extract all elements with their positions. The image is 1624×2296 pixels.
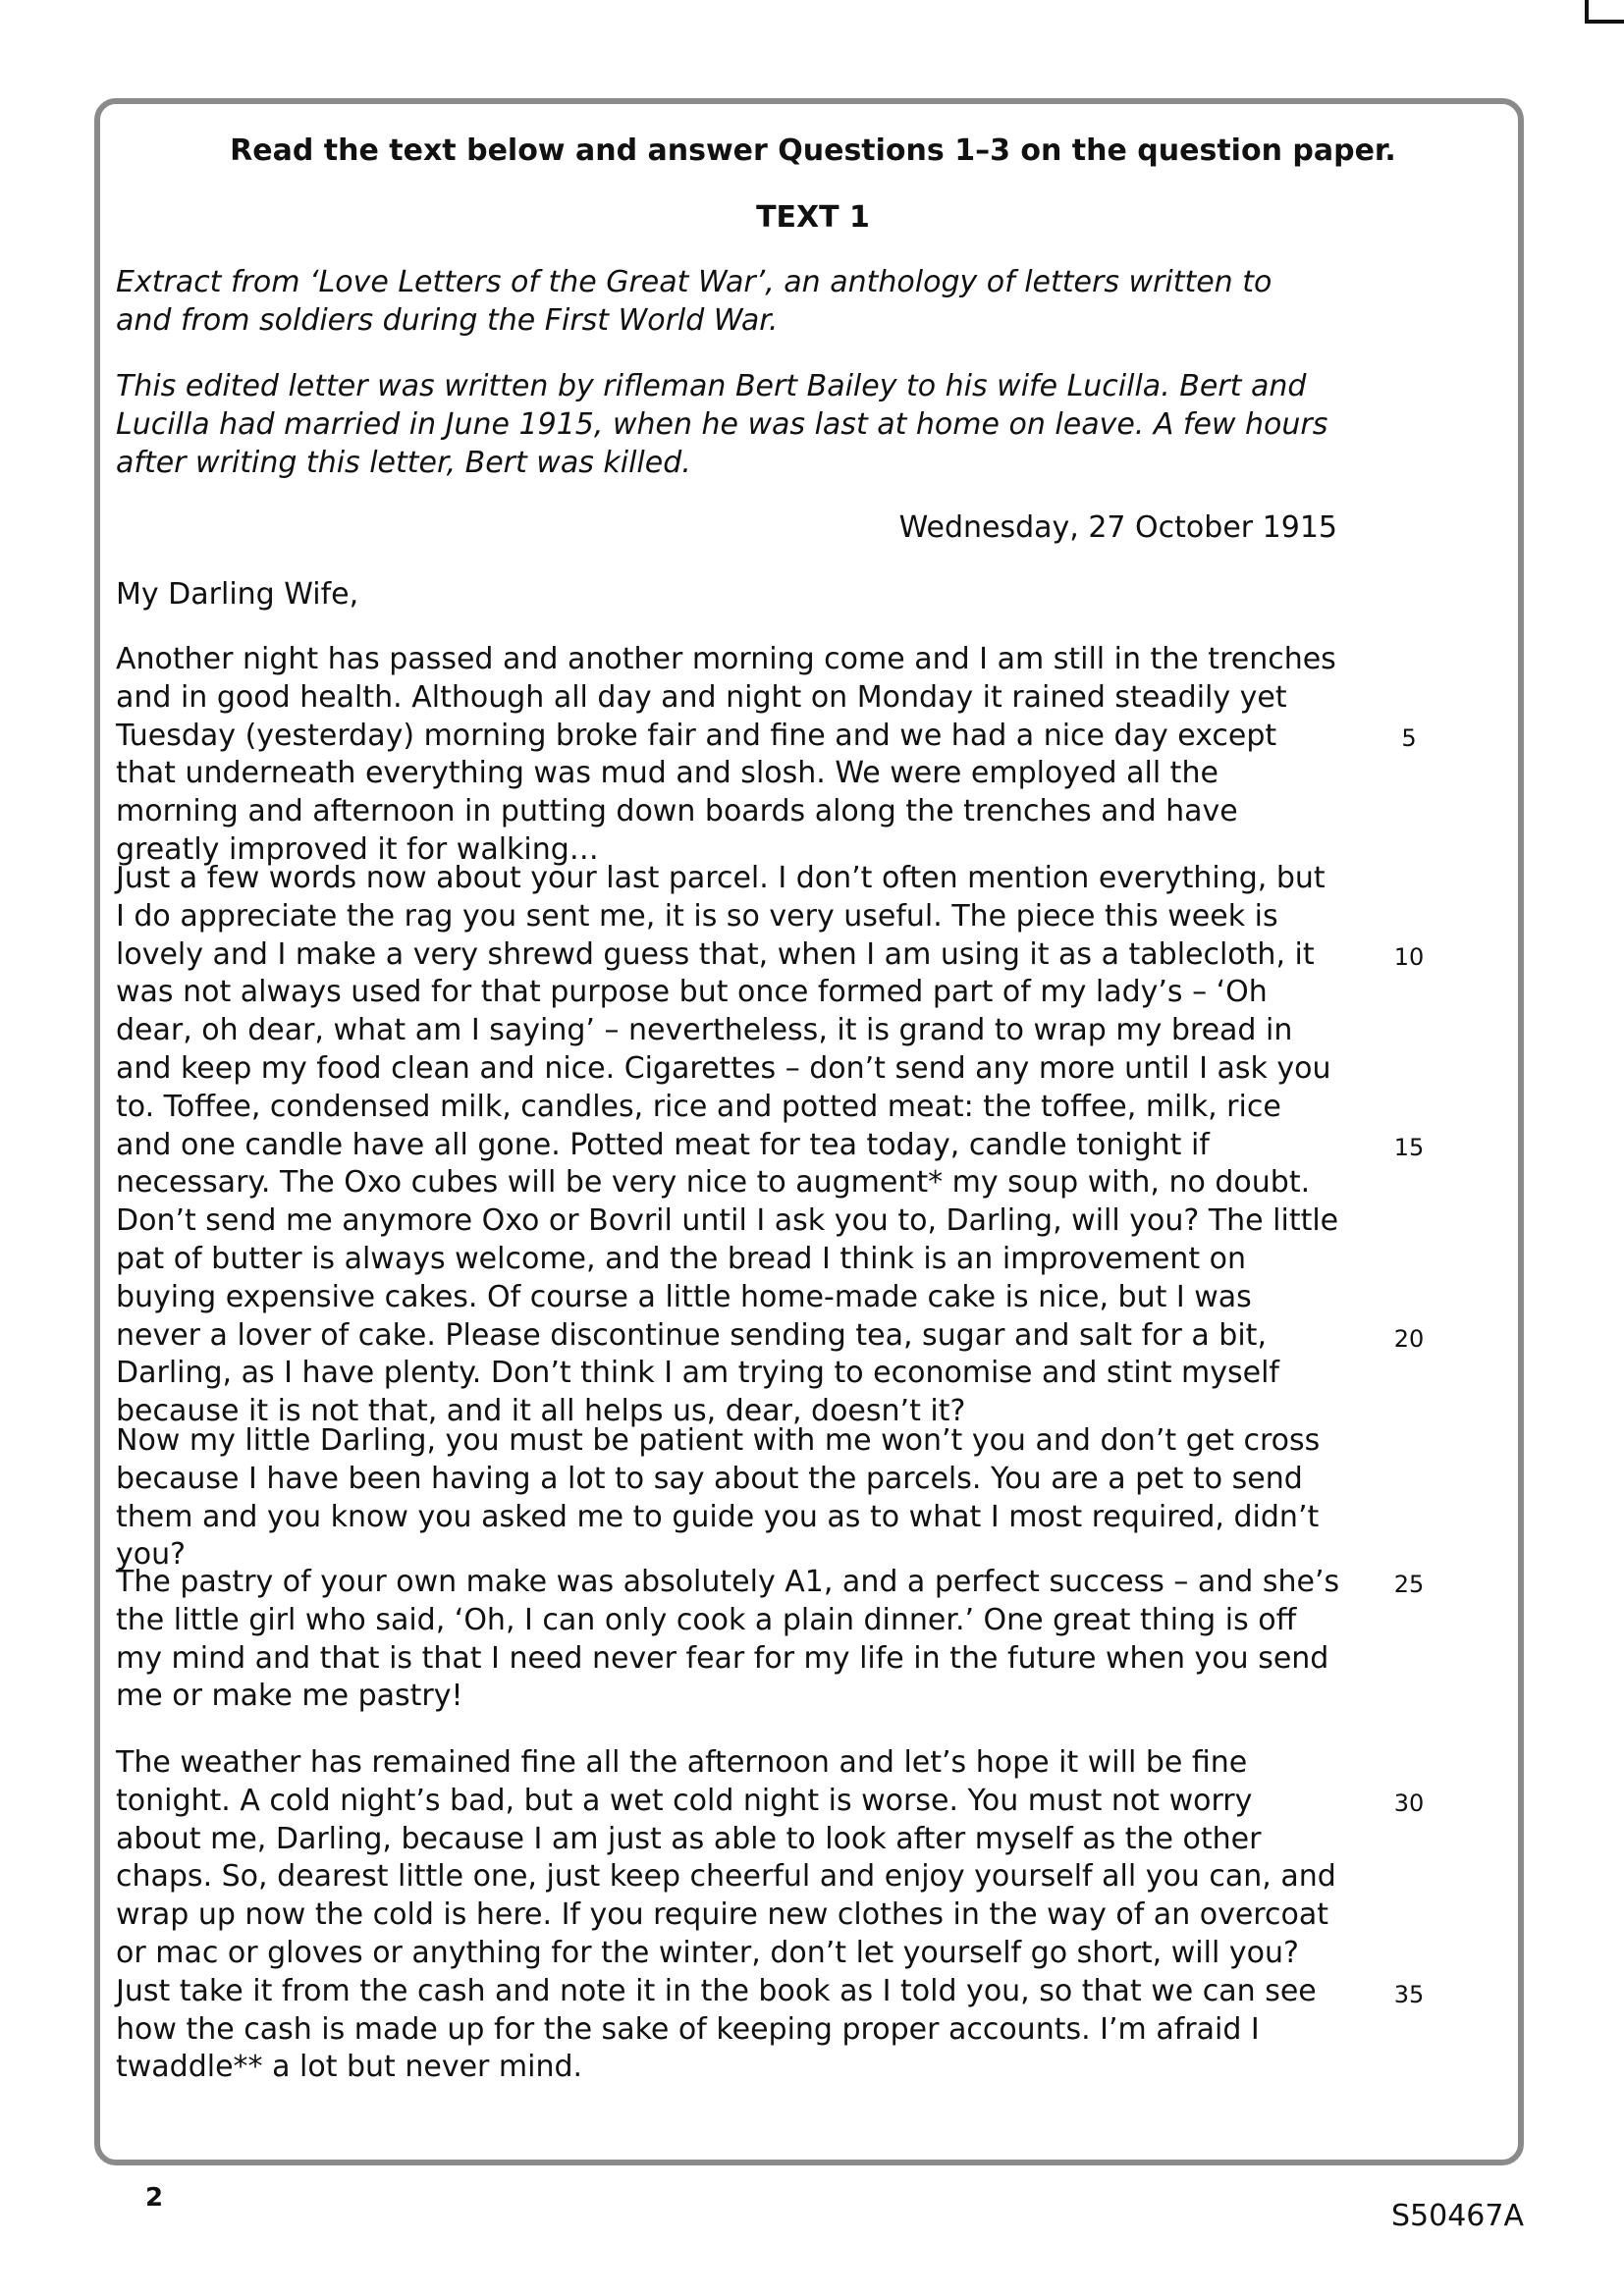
crop-mark-right [1585,20,1624,24]
letter-paragraph: The pastry of your own make was absolutely A1, and a perfect success – and she’s the little girl who said, ‘Oh, I can only cook a plain dinner.’ One great thing is off my mind and that is that I need never fear for my life in the future when you send me or make me pastry! [116,1565,1340,1714]
intro-source: Extract from ‘Love Letters of the Great War’, an anthology of letters written to and from soldiers during the First World War. [116,265,1272,338]
line-number: 5 [1401,724,1417,752]
letter-date: Wednesday, 27 October 1915 [898,510,1337,545]
line-number: 15 [1393,1134,1425,1161]
letter-paragraph: The weather has remained fine all the afternoon and let’s hope it will be fine tonight. A cold night’s bad, but a wet cold night is worse. You must not worry about me, Darling, because I am just as able to look after myself as the other chaps. So, dearest little one, just keep cheerful and enjoy yourself all you can, and wrap up now the cold is here. If you require new clothes in the way of an overcoat or mac or gloves or anything for the winter, don’t let yourself go short, will you? Just take it from the cash and note it in the book as I told you, so that we can see how the cash is made up for the sake of keeping proper accounts. I’m afraid I twaddle** a lot but never mind. [116,1745,1336,2085]
page-number: 2 [145,2183,164,2213]
letter-paragraph: Now my little Darling, you must be patient with me won’t you and don’t get cross because I have been having a lot to say about the parcels. You are a pet to send them and you know you asked me to guide you as to what I most required, didn’t you? [116,1423,1321,1573]
crop-mark-top [1585,0,1589,22]
letter-salutation: My Darling Wife, [116,577,359,612]
intro-context: This edited letter was written by rifleman Bert Bailey to his wife Lucilla. Bert and Lucilla had married in June 1915, when he was last at home on leave. A few hours after writing this letter, Bert was killed. [116,369,1328,480]
letter-paragraph: Just a few words now about your last parcel. I don’t often mention everything, but I do appreciate the rag you sent me, it is so very useful. The piece this week is lovely and I make a very shrewd guess that, when I am using it as a tablecloth, it was not always used for that purpose but once formed part of my lady’s – ‘Oh dear, oh dear, what am I saying’ – nevertheless, it is grand to wrap my bread in and keep my food clean and nice. Cigarettes – don’t send any more until I ask you to. Toffee, condensed milk, candles, rice and potted meat: the toffee, milk, rice and one candle have all gone. Potted meat for tea today, candle tonight if necessary. The Oxo cubes will be very nice to augment* my soup with, no doubt. Don’t send me anymore Oxo or Bovril until I ask you to, Darling, will you? The little pat of butter is always welcome, and the bread I think is an improvement on buying expensive cakes. Of course a little home-made cake is nice, but I was never a lover of cake. Please discontinue sending tea, sugar and salt for a bit, Darling, as I have plenty. Don’t think I am trying to economise and stint myself because it is not that, and it all helps us, dear, doesn’t it? [116,861,1339,1429]
line-number: 30 [1393,1789,1425,1817]
paper-code: S50467A [1391,2199,1524,2233]
line-number: 35 [1393,1981,1425,2008]
text-title: TEXT 1 [756,200,870,235]
line-number: 20 [1393,1325,1425,1353]
instruction-heading: Read the text below and answer Questions 1–3 on the question paper. [230,133,1396,168]
letter-paragraph: Another night has passed and another morning come and I am still in the trenches and in good health. Although all day and night on Monday it rained steadily yet Tuesday (yesterday) morning broke fair and fine and we had a nice day except that underneath everything was mud and slosh. We were employed all the morning and afternoon in putting down boards along the trenches and have greatly improved it for walking… [116,642,1336,867]
line-number: 10 [1393,943,1425,971]
line-number: 25 [1393,1571,1425,1598]
